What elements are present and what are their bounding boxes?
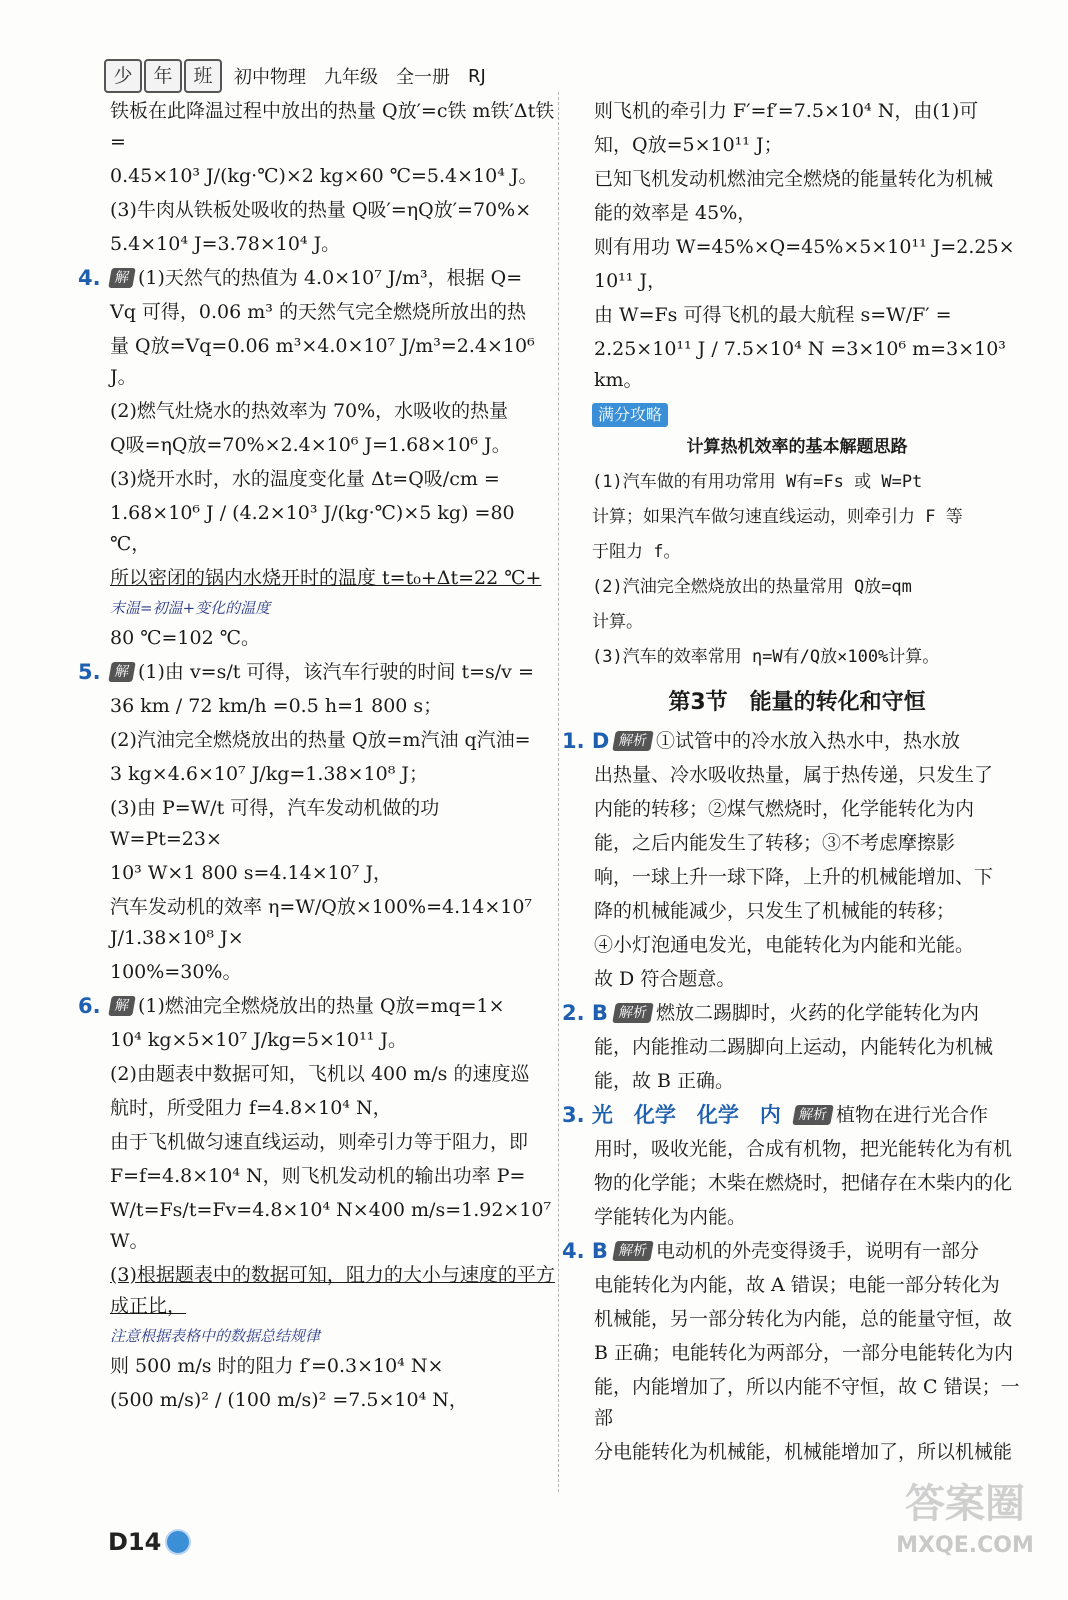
text-line <box>78 759 556 790</box>
right-bottom-block <box>562 726 1032 1468</box>
line-text: 10⁴ kg×5×10⁷ J/kg=5×10¹¹ J。 <box>110 1029 407 1051</box>
line-text: W/t=Fs/t=Fv=4.8×10⁴ N×400 m/s=1.92×10⁷ W。 <box>110 1199 552 1252</box>
text-line <box>562 1437 1032 1468</box>
line-text: 0.45×10³ J/(kg·℃)×2 kg×60 ℃=5.4×10⁴ J。 <box>110 165 538 187</box>
line-text: 则有用功 W=45%×Q=45%×5×10¹¹ J=2.25× <box>594 236 1015 258</box>
answer-item <box>562 726 1032 757</box>
text-line <box>78 1351 556 1382</box>
watermark-url: MXQE.COM <box>896 1533 1034 1558</box>
tip-badge: 满分攻略 <box>592 403 668 427</box>
text-line <box>78 1260 556 1322</box>
text-line <box>562 1134 1032 1165</box>
line-text: 降的机械能减少，只发生了机械能的转移； <box>594 900 956 922</box>
line-text: 能，之后内能发生了转移；③不考虑摩擦影 <box>594 832 956 854</box>
text-line <box>562 164 1032 195</box>
header-volume: 全一册 <box>396 67 450 88</box>
solution-badge: 解 <box>108 662 136 682</box>
line-text: 学能转化为内能。 <box>594 1206 747 1228</box>
page-number: D14 <box>108 1528 162 1556</box>
column-divider <box>558 92 559 1492</box>
line-text: 电动机的外壳变得烫手，说明有一部分 <box>656 1240 980 1262</box>
text-line <box>78 396 556 427</box>
tip-line: 计算。 <box>592 612 643 632</box>
line-text: 1.68×10⁶ J / (4.2×10³ J/(kg·℃)×5 kg) =80 ℃， <box>110 502 515 555</box>
solution-badge: 解析 <box>792 1105 834 1125</box>
line-text: (3)根据题表中的数据可知，阻力的大小与速度的平方成正比， <box>110 1264 555 1317</box>
watermark-title: 答案圈 <box>905 1481 1025 1527</box>
text-line <box>78 430 556 461</box>
item-number: 1. D <box>562 729 610 753</box>
page-footer <box>108 1528 191 1556</box>
line-text: (3)牛肉从铁板处吸收的热量 Q吸′=ηQ放′=70%× <box>110 199 532 221</box>
text-line <box>562 1270 1032 1301</box>
tip-line: 于阻力 f。 <box>592 542 681 562</box>
item-number: 2. B <box>562 1001 608 1025</box>
solution-badge: 解 <box>108 268 136 288</box>
answer-item <box>562 1236 1032 1267</box>
line-text: 则飞机的牵引力 F′=f′=7.5×10⁴ N，由(1)可 <box>594 100 979 122</box>
line-text: 10¹¹ J， <box>594 270 667 292</box>
line-text: 由于飞机做匀速直线运动，则牵引力等于阻力，即 <box>110 1131 529 1153</box>
text-line <box>562 1202 1032 1233</box>
line-text: F=f=4.8×10⁴ N，则飞机发动机的输出功率 P= <box>110 1165 526 1187</box>
line-text: 汽车发动机的效率 η=W/Q放×100%=4.14×10⁷ J/1.38×10⁸ J× <box>110 896 533 949</box>
line-text: (3)由 P=W/t 可得，汽车发动机做的功 W=Pt=23× <box>110 797 440 850</box>
text-line <box>562 232 1032 263</box>
text-line <box>562 896 1032 927</box>
line-text: 电能转化为内能，故 A 错误；电能一部分转化为 <box>594 1274 1000 1296</box>
line-text: Vq 可得，0.06 m³ 的天然气完全燃烧所放出的热 <box>110 301 526 323</box>
line-text: ④小灯泡通电发光，电能转化为内能和光能。 <box>594 934 975 956</box>
text-line <box>562 760 1032 791</box>
header-grade: 九年级 <box>324 67 378 88</box>
text-line <box>562 130 1032 161</box>
page-bubble-icon <box>165 1529 191 1555</box>
handwritten-note: 注意根据表格中的数据总结规律 <box>110 1327 321 1345</box>
logo-char: 年 <box>144 59 182 93</box>
line-text: 航时，所受阻力 f=4.8×10⁴ N， <box>110 1097 392 1119</box>
text-line <box>562 266 1032 297</box>
line-text: 铁板在此降温过程中放出的热量 Q放′=c铁 m铁′Δt铁 = <box>110 100 555 153</box>
text-line <box>78 1127 556 1158</box>
line-text: 量 Q放=Vq=0.06 m³×4.0×10⁷ J/m³=2.4×10⁶ J。 <box>110 335 535 388</box>
text-line <box>78 858 556 889</box>
text-line <box>78 1059 556 1090</box>
tip-line: 计算；如果汽车做匀速直线运动，则牵引力 F 等 <box>592 507 963 527</box>
text-line <box>562 964 1032 995</box>
answer-item <box>562 1100 1032 1131</box>
item-number: 4. B <box>562 1239 608 1263</box>
series-logo <box>104 59 224 93</box>
text-line <box>78 892 556 954</box>
line-text: 能，内能推动二踢脚向上运动，内能转化为机械 <box>594 1036 994 1058</box>
text-line <box>78 1385 556 1416</box>
text-line <box>78 793 556 855</box>
header-subject: 初中物理 <box>234 67 306 88</box>
logo-char: 班 <box>184 59 222 93</box>
handwritten-note: 末温=初温+变化的温度 <box>110 599 271 617</box>
line-text: 机械能，另一部分转化为内能，总的能量守恒，故 <box>594 1308 1013 1330</box>
right-top-block <box>562 96 1032 396</box>
line-text: 出热量、冷水吸收热量，属于热传递，只发生了 <box>594 764 994 786</box>
text-line <box>562 1372 1032 1434</box>
text-line <box>78 563 556 594</box>
line-text: 分电能转化为机械能，机械能增加了，所以机械能 <box>594 1441 1013 1463</box>
text-line <box>562 96 1032 127</box>
line-text: 所以密闭的锅内水烧开时的温度 t=t₀+Δt=22 ℃+ <box>110 567 542 589</box>
item-number: 5. <box>78 660 101 684</box>
text-line <box>562 930 1032 961</box>
solution-badge: 解 <box>108 996 136 1016</box>
text-line <box>562 1066 1032 1097</box>
line-text: (2)由题表中数据可知，飞机以 400 m/s 的速度巡 <box>110 1063 530 1085</box>
text-line <box>78 464 556 495</box>
line-text: Q吸=ηQ放=70%×2.4×10⁶ J=1.68×10⁶ J。 <box>110 434 511 456</box>
line-text: 物的化学能；木柴在燃烧时，把储存在木柴内的化 <box>594 1172 1013 1194</box>
item-number: 4. <box>78 266 101 290</box>
line-text: 36 km / 72 km/h =0.5 h=1 800 s； <box>110 695 443 717</box>
text-line <box>78 957 556 988</box>
line-text: (1)由 v=s/t 可得，该汽车行驶的时间 t=s/v = <box>138 661 534 683</box>
line-text: 80 ℃=102 ℃。 <box>110 627 260 649</box>
line-text: 燃放二踢脚时，火药的化学能转化为内 <box>656 1002 980 1024</box>
line-text: 100%=30%。 <box>110 961 242 983</box>
right-column <box>562 96 1032 1471</box>
text-line <box>562 334 1032 396</box>
line-text: 响，一球上升一球下降，上升的机械能增加、下 <box>594 866 994 888</box>
line-text: (2)汽油完全燃烧放出的热量 Q放=m汽油 q汽油= <box>110 729 531 751</box>
line-text: B 正确；电能转化为两部分，一部分电能转化为内 <box>594 1342 1014 1364</box>
line-text: 用时，吸收光能，合成有机物，把光能转化为有机 <box>594 1138 1013 1160</box>
line-text: 由 W=Fs 可得飞机的最大航程 s=W/F′ = <box>594 304 952 326</box>
solution-badge: 解析 <box>612 1241 654 1261</box>
text-line <box>562 300 1032 331</box>
tip-line: (1)汽车做的有用功常用 W有=Fs 或 W=Pt <box>592 472 923 492</box>
header-edition: RJ <box>468 65 486 87</box>
tip-box <box>562 399 1032 673</box>
text-line <box>78 161 556 192</box>
text-line <box>78 691 556 722</box>
line-text: 能，内能增加了，所以内能不守恒，故 C 错误；一部 <box>594 1376 1020 1429</box>
section-title: 第3节 能量的转化和守恒 <box>668 690 926 715</box>
line-text: 10³ W×1 800 s=4.14×10⁷ J， <box>110 862 393 884</box>
line-text: 故 D 符合题意。 <box>594 968 736 990</box>
left-column <box>78 96 556 1419</box>
text-line <box>562 828 1032 859</box>
line-text: (1)燃油完全燃烧放出的热量 Q放=mq=1× <box>138 995 505 1017</box>
page-header <box>104 58 500 94</box>
text-line <box>78 297 556 328</box>
text-line <box>78 1093 556 1124</box>
line-text: 则 500 m/s 时的阻力 f′=0.3×10⁴ N× <box>110 1355 444 1377</box>
text-line <box>78 1025 556 1056</box>
text-line <box>78 1195 556 1257</box>
line-text: 内能的转移；②煤气燃烧时，化学能转化为内 <box>594 798 975 820</box>
text-line <box>78 96 556 158</box>
text-line <box>78 229 556 260</box>
answer-item <box>78 657 556 688</box>
text-line <box>78 498 556 560</box>
solution-badge: 解析 <box>612 731 654 751</box>
text-line <box>562 794 1032 825</box>
text-line <box>78 195 556 226</box>
line-text: (1)天然气的热值为 4.0×10⁷ J/m³，根据 Q= <box>138 267 523 289</box>
answer-item <box>562 998 1032 1029</box>
text-line <box>78 331 556 393</box>
text-line <box>562 1032 1032 1063</box>
logo-char: 少 <box>104 59 142 93</box>
line-text: 能，故 B 正确。 <box>594 1070 735 1092</box>
line-text: 能的效率是 45%， <box>594 202 757 224</box>
text-line <box>78 623 556 654</box>
line-text: 已知飞机发动机燃油完全燃烧的能量转化为机械 <box>594 168 994 190</box>
item-number: 6. <box>78 994 101 1018</box>
text-line <box>78 725 556 756</box>
text-line <box>562 198 1032 229</box>
watermark <box>880 1480 1050 1590</box>
line-text: (3)烧开水时，水的温度变化量 Δt=Q吸/cm = <box>110 468 500 490</box>
line-text: 5.4×10⁴ J=3.78×10⁴ J。 <box>110 233 341 255</box>
line-text: 2.25×10¹¹ J / 7.5×10⁴ N =3×10⁶ m=3×10³ km。 <box>594 338 1006 391</box>
line-text: 植物在进行光合作 <box>836 1104 989 1126</box>
tip-line: (3)汽车的效率常用 η=W有/Q放×100%计算。 <box>592 647 940 667</box>
answer-item <box>78 991 556 1022</box>
line-text: (500 m/s)² / (100 m/s)² =7.5×10⁴ N， <box>110 1389 468 1411</box>
line-text: (2)燃气灶烧水的热效率为 70%，水吸收的热量 <box>110 400 509 422</box>
text-line <box>562 862 1032 893</box>
text-line <box>562 1304 1032 1335</box>
line-text: 3 kg×4.6×10⁷ J/kg=1.38×10⁸ J； <box>110 763 428 785</box>
tip-title: 计算热机效率的基本解题思路 <box>686 437 908 457</box>
text-line <box>562 1338 1032 1369</box>
text-line <box>562 1168 1032 1199</box>
line-text: 知，Q放=5×10¹¹ J； <box>594 134 783 156</box>
answer-item <box>78 263 556 294</box>
solution-badge: 解析 <box>612 1003 654 1023</box>
text-line <box>78 1161 556 1192</box>
item-number: 3. 光 化学 化学 内 <box>562 1103 781 1127</box>
tip-line: (2)汽油完全燃烧放出的热量常用 Q放=qm <box>592 577 912 597</box>
line-text: ①试管中的冷水放入热水中，热水放 <box>656 730 961 752</box>
